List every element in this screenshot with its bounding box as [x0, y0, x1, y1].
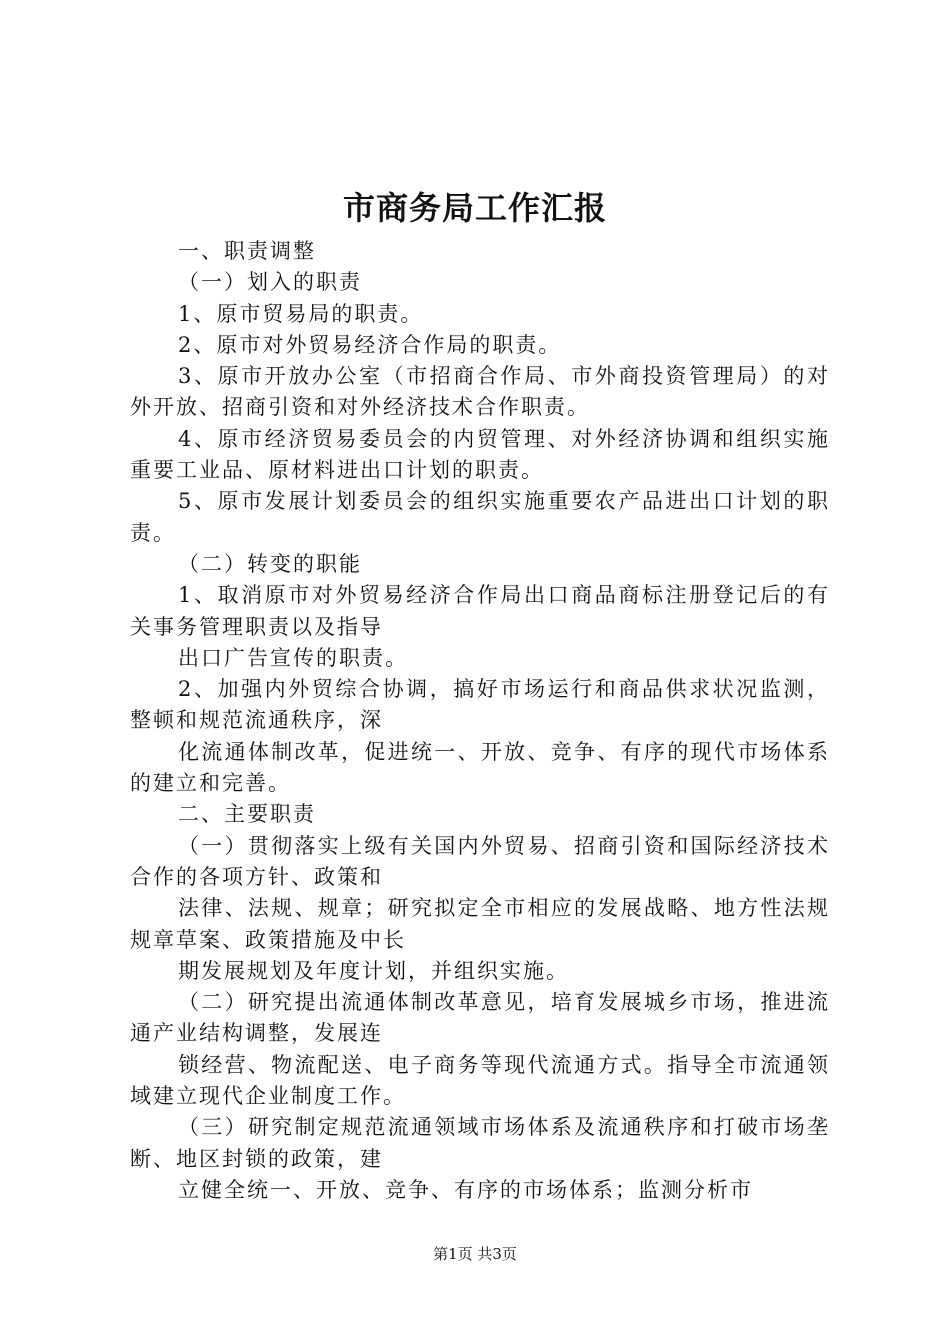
paragraph: 5、原市发展计划委员会的组织实施重要农产品进出口计划的职责。 [130, 489, 830, 545]
paragraph: （一）贯彻落实上级有关国内外贸易、招商引资和国际经济技术合作的各项方针、政策和 [130, 833, 830, 889]
page-number: 第1页 共3页 [433, 1245, 517, 1263]
section-heading-1: 一、职责调整 [178, 239, 316, 263]
paragraph: 立健全统一、开放、竞争、有序的市场体系；监测分析市 [178, 1177, 753, 1202]
document-body [130, 236, 830, 1206]
subsection-heading: （二）转变的职能 [178, 551, 362, 576]
paragraph: 2、原市对外贸易经济合作局的职责。 [178, 332, 562, 357]
paragraph: 法律、法规、规章；研究拟定全市相应的发展战略、地方性法规规章草案、政策措施及中长 [130, 896, 830, 952]
document-title: 市商务局工作汇报 [342, 189, 607, 227]
paragraph: 锁经营、物流配送、电子商务等现代流通方式。指导全市流通领域建立现代企业制度工作。 [130, 1052, 830, 1109]
paragraph: （三）研究制定规范流通领域市场体系及流通秩序和打破市场垄断、地区封锁的政策，建 [130, 1115, 830, 1171]
paragraph: 化流通体制改革，促进统一、开放、竞争、有序的现代市场体系的建立和完善。 [130, 739, 830, 796]
paragraph: 出口广告宣传的职责。 [178, 645, 408, 670]
section-heading-2: 二、主要职责 [178, 802, 316, 827]
subsection-heading: （一）划入的职责 [178, 270, 362, 295]
paragraph: 2、加强内外贸综合协调，搞好市场运行和商品供求状况监测，整顿和规范流通秩序，深 [130, 677, 830, 733]
page-footer [0, 1244, 950, 1264]
paragraph: 3、原市开放办公室（市招商合作局、市外商投资管理局）的对外开放、招商引资和对外经济技术合作职责。 [130, 364, 830, 420]
paragraph: 期发展规划及年度计划，并组织实施。 [178, 958, 569, 983]
paragraph: 1、取消原市对外贸易经济合作局出口商品商标注册登记后的有关事务管理职责以及指导 [130, 583, 830, 639]
paragraph: （二）研究提出流通体制改革意见，培育发展城乡市场，推进流通产业结构调整，发展连 [130, 990, 830, 1046]
paragraph: 4、原市经济贸易委员会的内贸管理、对外经济协调和组织实施重要工业品、原材料进出口计划的职责。 [130, 426, 830, 483]
paragraph: 1、原市贸易局的职责。 [178, 301, 424, 326]
